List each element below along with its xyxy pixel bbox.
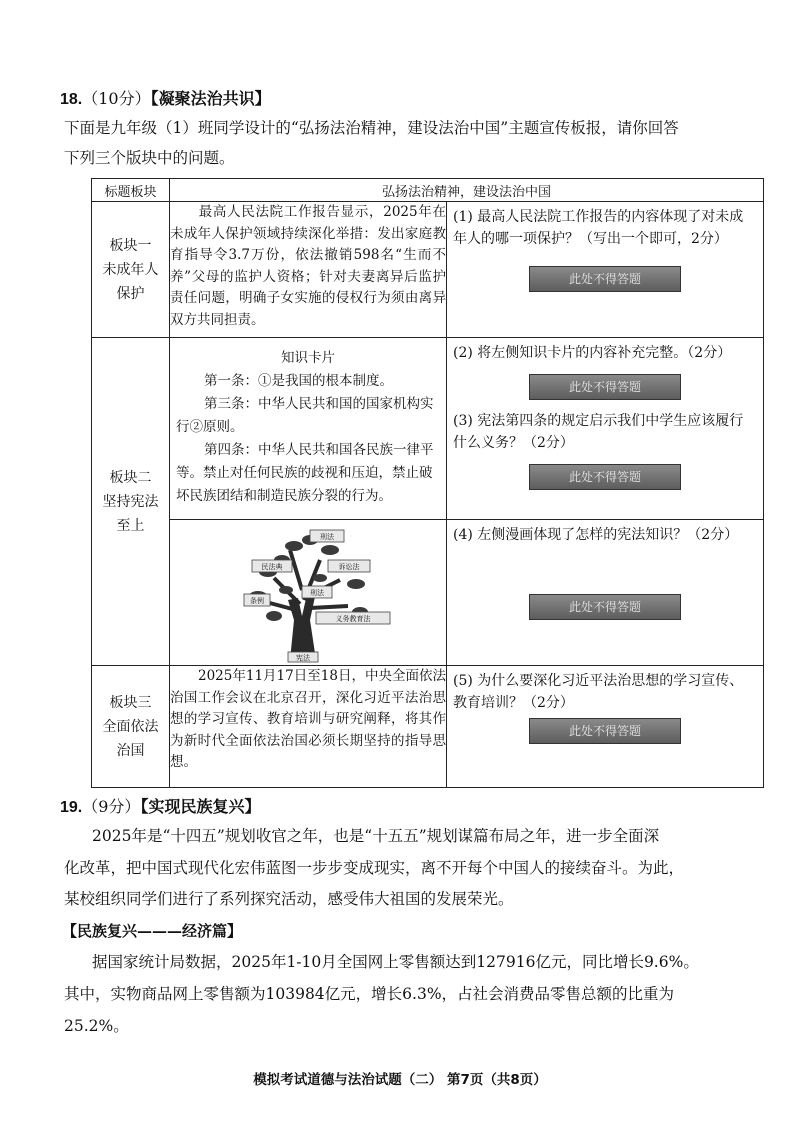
q19-para1-line1: 2025年是“十四五”规划收官之年，也是“十五五”规划谋篇布局之年，进一步全面深 [92, 827, 660, 845]
q19-para2-line3: 25.2%。 [64, 1017, 129, 1035]
cartoon-label-6: 义务教育法 [335, 615, 371, 623]
answer-box-5: 此处不得答题 [529, 718, 681, 744]
question-1 [447, 202, 763, 252]
section3-name-line2: 全面依法 [102, 718, 159, 735]
section1-name-line1: 板块一 [109, 237, 152, 254]
q19-para1-line3: 某校组织同学们进行了系列探究活动，感受伟大祖国的发展荣光。 [64, 890, 514, 908]
section2-name-line1: 板块二 [109, 469, 152, 486]
cartoon-label-2: 民法典 [261, 563, 283, 571]
section2-row-a [92, 338, 764, 520]
q1-number: (1) [453, 209, 473, 225]
section3-name [92, 666, 170, 788]
q2-text: 将左侧知识卡片的内容补充完整。（2分） [477, 345, 732, 361]
card-article-3-text: 第三条：中华人民共和国的国家机构实行②原则。 [176, 396, 434, 435]
q18-theme: 【凝聚法治共识】 [150, 89, 271, 108]
card-article-4-text: 第四条：中华人民共和国各民族一律平等。禁止对任何民族的歧视和压迫，禁止破坏民族团结和制造民族分裂的行为。 [176, 442, 434, 504]
cartoon-cell [170, 520, 447, 666]
section2-name-line3: 至上 [116, 517, 145, 534]
table-header-row [92, 179, 764, 202]
section3-name-line3: 治国 [116, 742, 145, 759]
q2-number: (2) [453, 345, 473, 361]
section1-material-text: 最高人民法院工作报告显示，2025年在未成年人保护领域持续深化举措：发出家庭教育指导令3.7万份，依法撤销598名“生而不养”父母的监护人资格；针对夫妻离异后监护责任问题，明确子女实施的侵权行为须由离异双方共同担责。 [170, 204, 446, 328]
cartoon-label-3: 诉讼法 [338, 563, 360, 571]
q4-number: (4) [453, 527, 473, 543]
q18-points: （10分） [82, 89, 151, 108]
cartoon-label-4: 条例 [250, 597, 264, 605]
q5-text: 为什么要深化习近平法治思想的学习宣传、教育培训？（2分） [453, 673, 744, 711]
section2-name-line2: 坚持宪法 [102, 493, 159, 510]
q3-number: (3) [453, 413, 473, 429]
page-footer: 模拟考试道德与法治试题（二） 第7页（共8页） [253, 1072, 547, 1088]
section2-row-b [92, 520, 764, 666]
cartoon-label-7: 宪法 [296, 654, 310, 662]
q19-number: 19. [60, 799, 83, 816]
q18-number: 18. [60, 91, 83, 108]
q19-para2-line1: 据国家统计局数据，2025年1-10月全国网上零售额达到127916亿元，同比增长9.6%。 [92, 953, 699, 971]
section3-material-text: 2025年11月17日至18日，中央全面依法治国工作会议在北京召开，深化习近平法治思想的学习宣传、教育培训与研究阐释，将其作为新时代全面依法治国必须长期坚持的指导思想。 [170, 668, 446, 770]
section3-name-line1: 板块三 [109, 694, 152, 711]
q19-heading [60, 794, 260, 817]
cartoon-label-5: 刑法 [310, 589, 324, 597]
q5-number: (5) [453, 673, 473, 689]
knowledge-card [170, 338, 447, 520]
section2-name [92, 338, 170, 666]
q19-subheading: 【民族复兴———经济篇】 [62, 922, 243, 940]
q19-theme: 【实现民族复兴】 [140, 797, 261, 816]
cartoon-label-1: 刑法 [320, 533, 334, 541]
law-tree-illustration [170, 520, 445, 664]
section1-question-cell [447, 202, 764, 338]
card-article-4 [170, 439, 446, 508]
poster-board-table [91, 178, 764, 788]
answer-box-3: 此处不得答题 [529, 464, 681, 490]
q18-intro-line1: 下面是九年级（1）班同学设计的“弘扬法治精神，建设法治中国”主题宣传板报，请你回答 [64, 119, 679, 137]
q1-text: 最高人民法院工作报告的内容体现了对未成年人的哪一项保护？（写出一个即可，2分） [453, 209, 744, 247]
q19-para2-line2: 其中，实物商品网上零售额为103984亿元，增长6.3%，占社会消费品零售总额的比重为 [64, 985, 675, 1003]
q19-para1-line2: 化改革，把中国式现代化宏伟蓝图一步步变成现实，离不开每个中国人的接续奋斗。为此， [64, 859, 685, 877]
q19-points: （9分） [82, 797, 141, 816]
header-board-theme: 弘扬法治精神，建设法治中国 [170, 179, 764, 202]
section3-material [170, 666, 447, 788]
header-section-title: 标题板块 [92, 179, 170, 202]
law-tree-cartoon [170, 520, 446, 664]
card-article-1 [170, 370, 446, 393]
card-article-3 [170, 393, 446, 439]
section1-name-line3: 保护 [116, 285, 145, 302]
question-3 [447, 406, 763, 456]
section2-questions-cell [447, 338, 764, 520]
q18-heading [60, 86, 271, 109]
q18-intro-line2: 下列三个版块中的问题。 [64, 149, 235, 167]
section1-name [92, 202, 170, 338]
section3-row [92, 666, 764, 788]
question-5 [447, 666, 763, 716]
q4-text: 左侧漫画体现了怎样的宪法知识？（2分） [477, 527, 739, 543]
section1-name-line2: 未成年人 [102, 261, 159, 278]
knowledge-card-title: 知识卡片 [281, 350, 335, 366]
section1-row [92, 202, 764, 338]
q3-text: 宪法第四条的规定启示我们中学生应该履行什么义务？（2分） [453, 413, 744, 451]
card-article-1-text: 第一条：①是我国的根本制度。 [204, 373, 393, 389]
question-4 [447, 520, 763, 548]
answer-box-1: 此处不得答题 [529, 266, 681, 292]
answer-box-2: 此处不得答题 [529, 374, 681, 400]
section1-material [170, 202, 447, 338]
answer-box-4: 此处不得答题 [529, 594, 681, 620]
section3-question-cell [447, 666, 764, 788]
question-2 [447, 338, 763, 366]
section2-question4-cell [447, 520, 764, 666]
